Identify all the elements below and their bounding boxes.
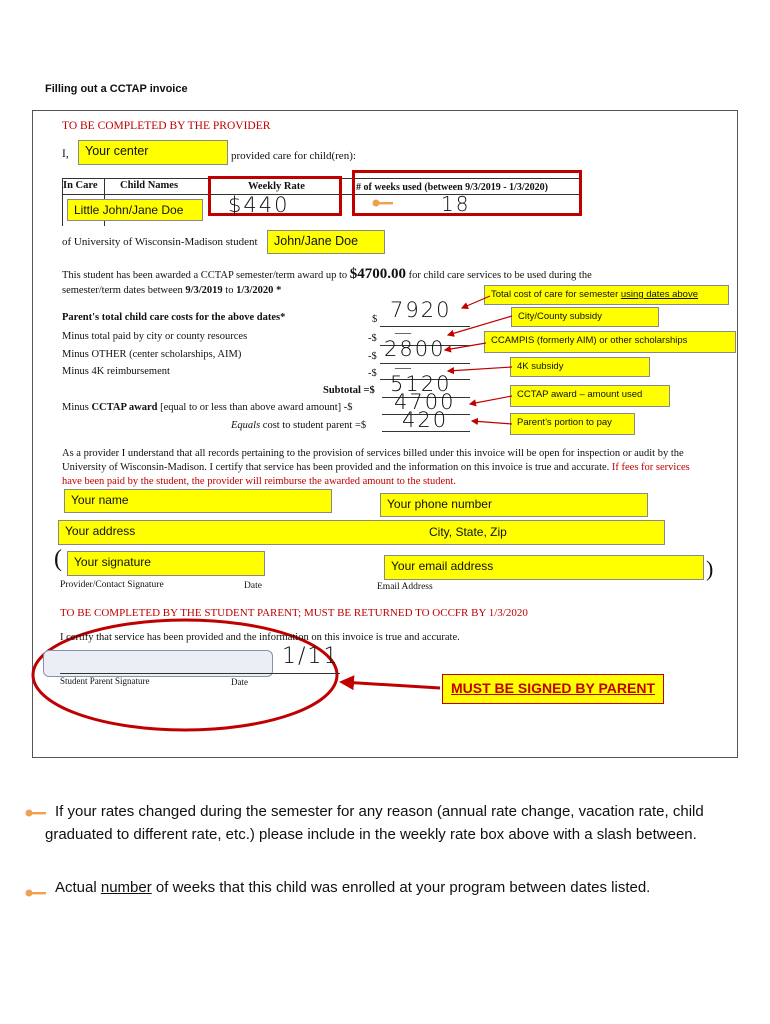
- cctap-text-b: CCTAP award: [91, 402, 158, 413]
- cctap-text-a: Minus: [62, 402, 89, 413]
- award-date-start: 9/3/2019: [185, 285, 223, 296]
- provider-line-suffix: provided care for child(ren):: [231, 150, 356, 162]
- parent-certify: I certify that service has been provided and the information on this invoice is true and accurate.: [60, 632, 460, 643]
- award-text-c: semester/term dates between: [62, 285, 183, 296]
- callout-total-cost-b: using dates above: [620, 289, 699, 300]
- callout-your-email[interactable]: Your email address: [384, 555, 704, 580]
- city-state-zip-label: City, State, Zip: [429, 525, 507, 539]
- callout-your-signature[interactable]: Your signature: [67, 551, 265, 576]
- row-other-prefix: -$: [368, 351, 377, 362]
- parent-signature-line: [60, 673, 340, 674]
- equals-text-b: cost to student parent =$: [262, 420, 367, 431]
- row-total-prefix: $: [372, 314, 378, 325]
- certify-main: As a provider I understand that all records pertaining to the provision of services billed under this invoice will be open for inspection or audit by the University of Wisconsin-Madison. I certify that service has been provided and the information on this invoice is true and accurate.: [62, 448, 684, 473]
- row-total-value: 7920: [390, 298, 452, 322]
- row-equals-value: 420: [402, 408, 449, 432]
- row-other-label: Minus OTHER (center scholarships, AIM): [62, 349, 242, 360]
- parent-signature-label: Student Parent Signature: [60, 676, 150, 686]
- provider-date-label: Date: [244, 581, 262, 591]
- award-text-to: to: [225, 285, 234, 296]
- award-amount: $4700.00: [349, 266, 406, 282]
- parent-heading: TO BE COMPLETED BY THE STUDENT PARENT; MUST BE RETURNED TO OCCFR BY 1/3/2020: [60, 607, 528, 619]
- col-weekly-rate: Weekly Rate: [248, 181, 305, 192]
- provider-certify-text: [62, 447, 702, 489]
- callout-ccampis: CCAMPIS (formerly AIM) or other scholarships: [484, 331, 736, 353]
- callout-4k-subsidy: 4K subsidy: [510, 357, 650, 377]
- row-cctap-value: 4700: [394, 390, 456, 414]
- col-child-names: Child Names: [120, 180, 179, 191]
- provider-signature-scribble: (: [54, 546, 62, 572]
- row-4k-label: Minus 4K reimbursement: [62, 366, 170, 377]
- student-line: of University of Wisconsin-Madison student: [62, 236, 258, 248]
- col-weeks-used: # of weeks used (between 9/3/2019 - 1/3/2020): [356, 182, 548, 193]
- key-icon: [25, 888, 47, 898]
- award-date-end: 1/3/2020: [236, 285, 274, 296]
- note-weeks-enrolled: [55, 879, 650, 896]
- provider-signature-label: Provider/Contact Signature: [60, 580, 164, 590]
- row-4k-prefix: -$: [368, 368, 377, 379]
- note2-b: number: [100, 879, 152, 896]
- row-city-value: —: [394, 322, 414, 343]
- certify-red: If fees for services have been paid by the student, the provider will reimburse the awarded amount to the student.: [62, 462, 690, 487]
- row-4k-value: —: [394, 357, 414, 378]
- callout-student-name: John/Jane Doe: [267, 230, 385, 254]
- callout-child-name: Little John/Jane Doe: [67, 199, 203, 221]
- provider-heading: TO BE COMPLETED BY THE PROVIDER: [62, 120, 271, 132]
- award-text-b: for child care services to be used during the: [408, 270, 592, 281]
- row-city-prefix: -$: [368, 333, 377, 344]
- award-text-a: This student has been awarded a CCTAP semester/term award up to: [62, 270, 348, 281]
- row-total-label: Parent's total child care costs for the above dates*: [62, 312, 286, 323]
- row-subtotal-label: Subtotal =$: [323, 385, 375, 396]
- callout-total-cost-a: Total cost of care for semester: [491, 289, 619, 300]
- callout-parent-portion: Parent’s portion to pay: [510, 413, 635, 435]
- callout-your-name[interactable]: Your name: [64, 489, 332, 513]
- row-city-label: Minus total paid by city or county resources: [62, 331, 248, 342]
- address-label: Your address: [65, 524, 136, 538]
- email-scribble: ): [706, 556, 714, 581]
- callout-city-subsidy: City/County subsidy: [511, 307, 659, 327]
- parent-date-scrawl: 1/11: [282, 644, 340, 669]
- key-icon: [25, 808, 47, 818]
- callout-your-address[interactable]: [58, 520, 665, 545]
- cctap-text-c: [equal to or less than above award amount] -$: [160, 402, 353, 413]
- row-other-value: 2800: [384, 337, 446, 361]
- weekly-rate-value: $440: [228, 193, 290, 217]
- callout-must-sign: [442, 674, 664, 704]
- equals-text-a: Equals: [231, 420, 261, 431]
- award-star: *: [276, 285, 282, 296]
- note2-a: Actual: [55, 879, 97, 896]
- provider-line-prefix: I,: [62, 148, 69, 160]
- weeks-used-value: 18: [441, 192, 471, 216]
- callout-your-center: Your center: [78, 140, 228, 165]
- callout-your-phone[interactable]: Your phone number: [380, 493, 648, 517]
- note-rate-change: If your rates changed during the semester for any reason (annual rate change, vacation rate, child graduated to different rate, etc.) please include in the weekly rate box above with a slash between.: [45, 803, 704, 843]
- parent-date-label: Date: [231, 677, 248, 687]
- must-sign-label: MUST BE SIGNED BY PARENT: [450, 680, 656, 696]
- col-in-care: In Care: [63, 180, 98, 191]
- callout-cctap-used: CCTAP award – amount used: [510, 385, 670, 407]
- note2-c: of weeks that this child was enrolled at your program between dates listed.: [155, 879, 651, 896]
- page-title: Filling out a CCTAP invoice: [45, 83, 188, 95]
- row-subtotal-value: 5120: [390, 372, 452, 396]
- email-address-label: Email Address: [377, 582, 433, 592]
